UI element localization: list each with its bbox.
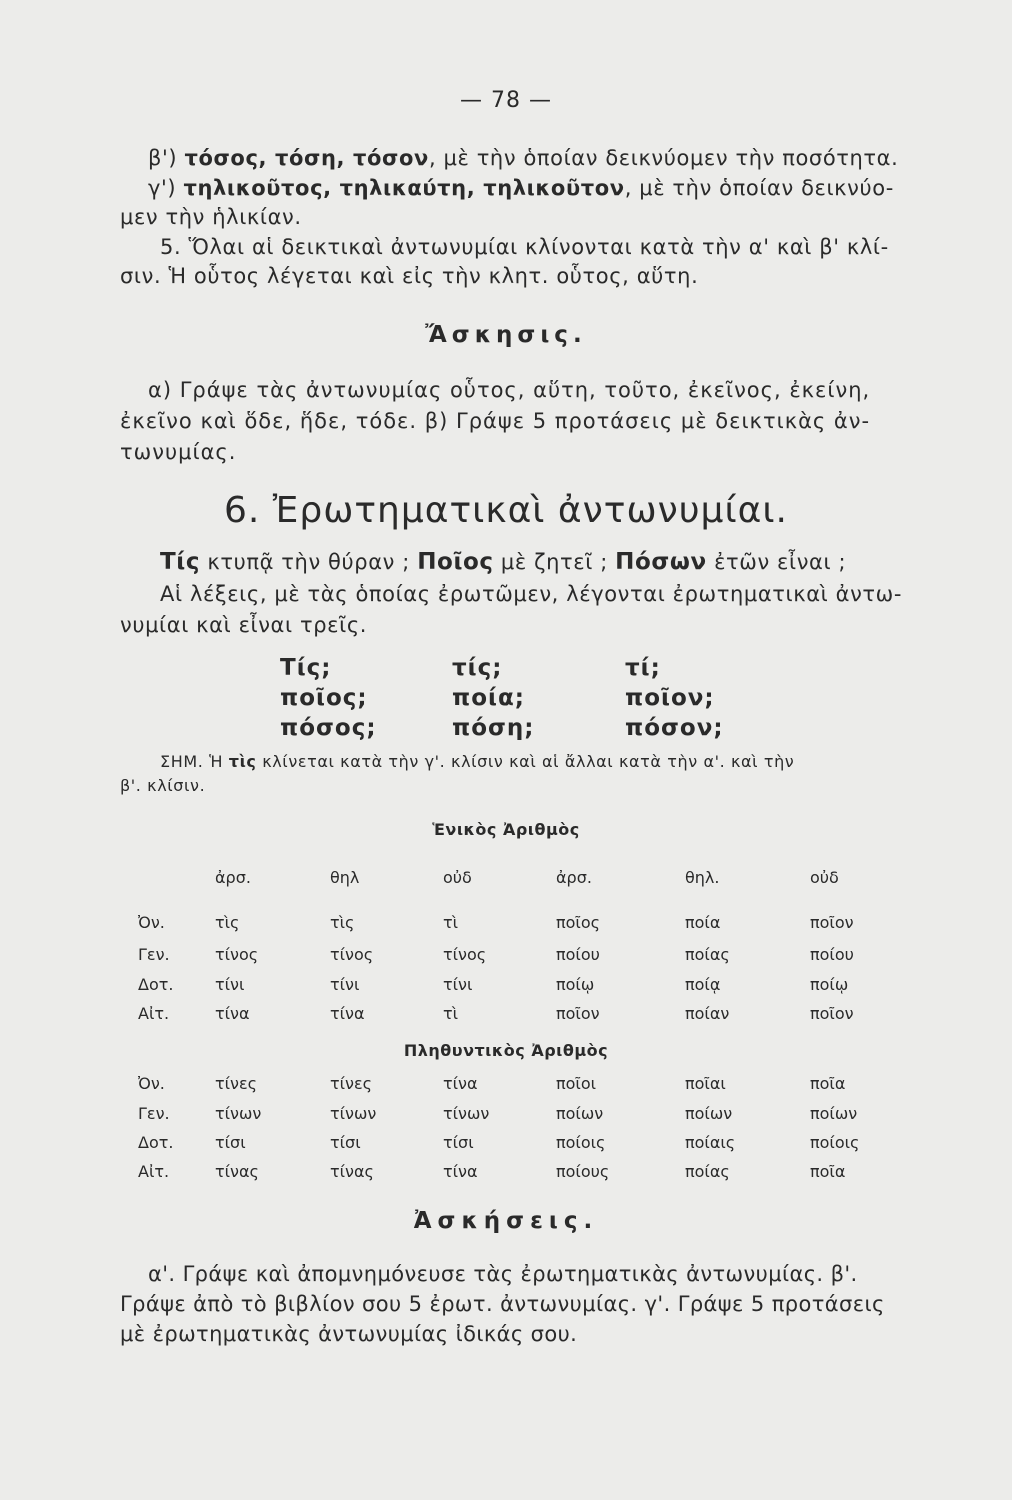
table-cell: τίνι	[330, 975, 360, 994]
exercise-heading: Ἄσκησις.	[425, 322, 587, 348]
table-cell: τίνος	[330, 945, 374, 964]
gender-header: θηλ.	[685, 868, 720, 887]
exercise-line: τωνυμίας.	[120, 440, 237, 464]
gender-header: οὐδ	[443, 868, 472, 887]
table-cell: τίνα	[443, 1074, 478, 1093]
pronoun: ποῖος;	[280, 685, 368, 711]
table-cell: τὶς	[330, 913, 355, 932]
case-label: Ὀν.	[138, 1074, 165, 1093]
text-line: μεν τὴν ἡλικίαν.	[120, 205, 302, 229]
text-line: σιν. Ἡ οὗτος λέγεται καὶ εἰς τὴν κλητ. οὗτος, αὕτη.	[120, 264, 699, 288]
gender-header: ἀρσ.	[556, 868, 592, 887]
table-cell: ποίων	[556, 1104, 604, 1123]
intro-line: Αἱ λέξεις, μὲ τὰς ὁποίας ἐρωτῶμεν, λέγονται ἐρωτηματικαὶ ἀντω-	[160, 582, 903, 606]
table-cell: ποία	[685, 913, 721, 932]
table-cell: ποίῳ	[810, 975, 849, 994]
pronoun: ποία;	[452, 685, 525, 711]
pronoun: πόση;	[452, 715, 535, 741]
text-line-beta: β') τόσος, τόση, τόσον, μὲ τὴν ὁποίαν δεικνύομεν τὴν ποσότητα.	[148, 146, 899, 170]
table-cell: ποίαις	[685, 1133, 736, 1152]
exercise-line: ἐκεῖνο καὶ ὅδε, ἥδε, τόδε. β) Γράψε 5 προτάσεις μὲ δεικτικὰς ἀν-	[120, 409, 871, 433]
table-cell: τίνι	[443, 975, 473, 994]
exercise-line: μὲ ἐρωτηματικὰς ἀντωνυμίας ἰδικάς σου.	[120, 1322, 578, 1346]
case-label: Γεν.	[138, 945, 170, 964]
exercises-heading: Ἀσκήσεις.	[413, 1208, 599, 1234]
table-cell: τίσι	[215, 1133, 246, 1152]
exercise-line: Γράψε ἀπὸ τὸ βιβλίον σου 5 ἐρωτ. ἀντωνυμίας. γ'. Γράψε 5 προτάσεις	[120, 1292, 885, 1316]
table-cell: τίνα	[443, 1162, 478, 1181]
table-cell: ποίας	[685, 1162, 730, 1181]
text-line: 5. Ὅλαι αἱ δεικτικαὶ ἀντωνυμίαι κλίνονται κατὰ τὴν α' καὶ β' κλί-	[160, 235, 889, 259]
table-cell: ποίους	[556, 1162, 610, 1181]
table-cell: ποῖον	[810, 913, 854, 932]
table-cell: τίνα	[215, 1004, 250, 1023]
gender-header: ἀρσ.	[215, 868, 251, 887]
table-cell: τὶ	[443, 1004, 459, 1023]
section-title: 6. Ἐρωτηματικαὶ ἀντωνυμίαι.	[224, 490, 788, 531]
table-cell: ποίοις	[556, 1133, 606, 1152]
intro-questions: Τίς κτυπᾷ τὴν θύραν ; Ποῖος μὲ ζητεῖ ; Πόσων ἐτῶν εἶναι ;	[160, 549, 847, 575]
table-cell: τίνος	[215, 945, 259, 964]
table-cell: τίνων	[330, 1104, 377, 1123]
page-number: — 78 —	[460, 88, 552, 113]
intro-line: νυμίαι καὶ εἶναι τρεῖς.	[120, 613, 368, 637]
case-label: Ὀν.	[138, 913, 165, 932]
table-cell: τίνα	[330, 1004, 365, 1023]
case-label: Δοτ.	[138, 975, 174, 994]
table-cell: ποίων	[685, 1104, 733, 1123]
table-cell: ποίᾳ	[685, 975, 721, 994]
pronoun: Τίς;	[280, 655, 332, 681]
table-cell: τίνες	[215, 1074, 258, 1093]
gender-header: θηλ	[330, 868, 360, 887]
pronoun: πόσος;	[280, 715, 377, 741]
exercise-line: α'. Γράψε καὶ ἀπομνημόνευσε τὰς ἐρωτηματικὰς ἀντωνυμίας. β'.	[148, 1262, 858, 1286]
table-cell: τίσι	[330, 1133, 361, 1152]
table-cell: ποίας	[685, 945, 730, 964]
pronoun: τί;	[625, 655, 661, 681]
table-cell: ποίῳ	[556, 975, 595, 994]
singular-title: Ἑνικὸς Ἀριθμὸς	[432, 820, 580, 839]
text-line-gamma: γ') τηλικοῦτος, τηλικαύτη, τηλικοῦτον, μὲ τὴν ὁποίαν δεικνύο-	[148, 176, 894, 200]
table-cell: τίνος	[443, 945, 487, 964]
table-cell: ποῖον	[556, 1004, 600, 1023]
table-cell: ποίου	[556, 945, 600, 964]
table-cell: τίνων	[215, 1104, 262, 1123]
note-line: ΣΗΜ. Ἡ τὶς κλίνεται κατὰ τὴν γ'. κλίσιν καὶ αἱ ἄλλαι κατὰ τὴν α'. καὶ τὴν	[160, 752, 795, 771]
gender-header: οὐδ	[810, 868, 839, 887]
table-cell: τίνες	[330, 1074, 373, 1093]
table-cell: τίνας	[215, 1162, 259, 1181]
case-label: Αἰτ.	[138, 1162, 170, 1181]
table-cell: ποῖα	[810, 1074, 846, 1093]
table-cell: ποίοις	[810, 1133, 860, 1152]
pronoun: πόσον;	[625, 715, 724, 741]
note-line: β'. κλίσιν.	[120, 776, 206, 795]
plural-title: Πληθυντικὸς Ἀριθμὸς	[403, 1041, 609, 1060]
table-cell: ποῖος	[556, 913, 601, 932]
pronoun: τίς;	[452, 655, 503, 681]
table-cell: ποίων	[810, 1104, 858, 1123]
case-label: Δοτ.	[138, 1133, 174, 1152]
table-cell: τὶς	[215, 913, 240, 932]
table-cell: τίνι	[215, 975, 245, 994]
case-label: Αἰτ.	[138, 1004, 170, 1023]
table-cell: τὶ	[443, 913, 459, 932]
table-cell: τίνας	[330, 1162, 374, 1181]
pronoun: ποῖον;	[625, 685, 715, 711]
table-cell: ποῖον	[810, 1004, 854, 1023]
table-cell: ποῖοι	[556, 1074, 597, 1093]
case-label: Γεν.	[138, 1104, 170, 1123]
table-cell: τίνων	[443, 1104, 490, 1123]
table-cell: ποῖα	[810, 1162, 846, 1181]
table-cell: τίσι	[443, 1133, 474, 1152]
table-cell: ποῖαι	[685, 1074, 726, 1093]
table-cell: ποίαν	[685, 1004, 730, 1023]
table-cell: ποίου	[810, 945, 854, 964]
exercise-line: α) Γράψε τὰς ἀντωνυμίας οὗτος, αὕτη, τοῦτο, ἐκεῖνος, ἐκείνη,	[148, 378, 871, 402]
